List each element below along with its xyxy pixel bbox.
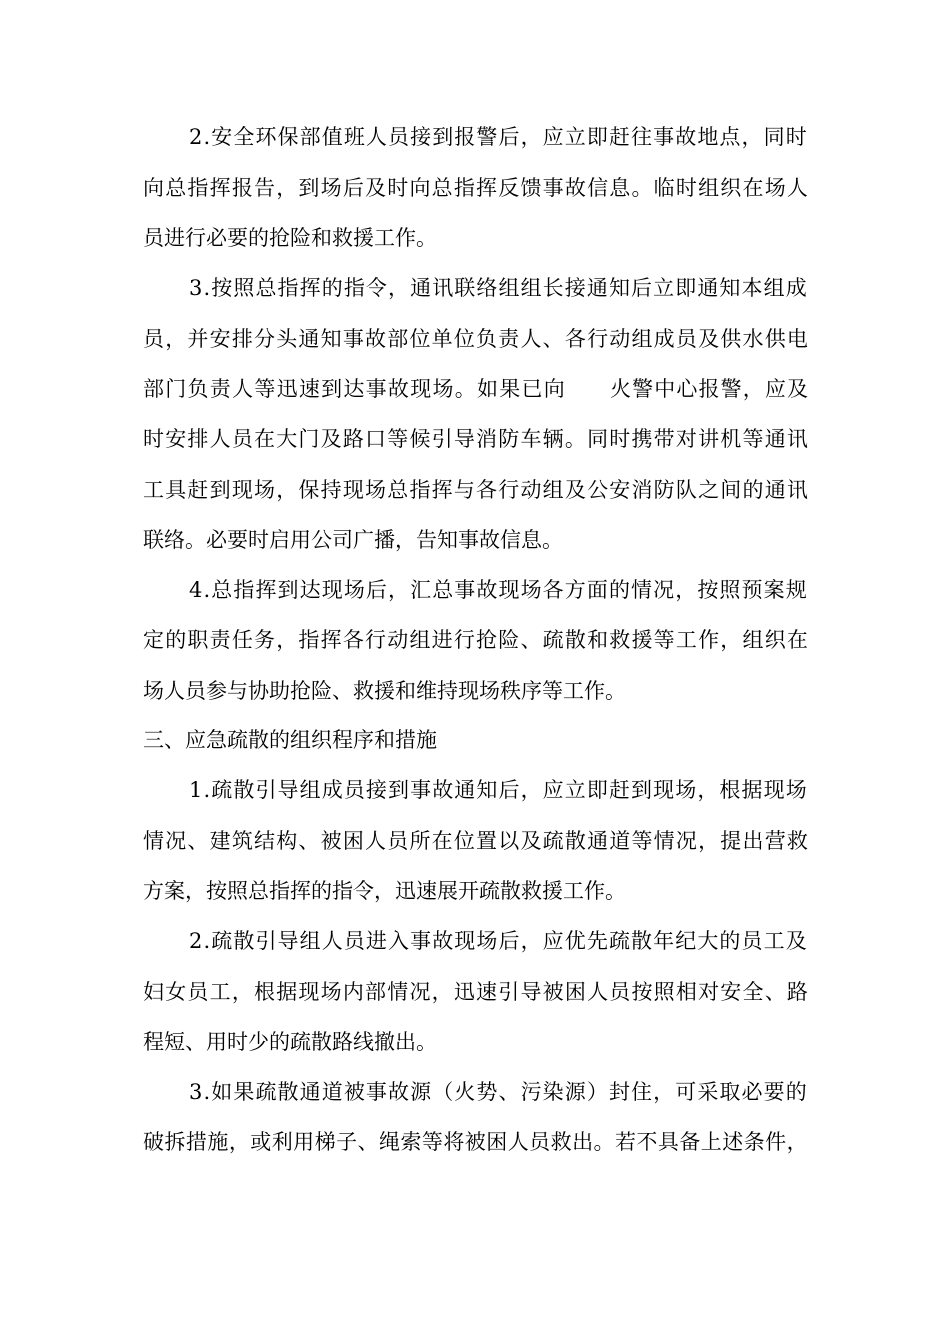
text-line	[0, 575, 950, 605]
line-text: 3 . 如 果 疏 散 通 道 被 事 故 源 （ 火 势 、 污 染 源 ） 封 住 ， 可 采 取 必 要 的	[189, 1080, 807, 1104]
line-text: 员进行必要的抢险和救援工作。	[143, 226, 437, 250]
line-text: 联络。必要时启用公司广播，告知事故信息。	[143, 528, 563, 552]
line-text: 破 拆 措 施 ， 或 利 用 梯 子 、 绳 索 等 将 被 困 人 员 救 出 。 若 不 具 备 上 述 条 件 ，	[143, 1130, 808, 1154]
text-line	[0, 122, 950, 152]
line-text: 员 ， 并 安 排 分 头 通 知 事 故 部 位 单 位 负 责 人 、 各 行 动 组 成 员 及 供 水 供 电	[143, 327, 808, 351]
text-line	[0, 525, 950, 555]
text-line	[0, 374, 950, 404]
text-line	[0, 876, 950, 906]
text-line	[0, 324, 950, 354]
text-line	[0, 676, 950, 706]
line-text: 向 总 指 挥 报 告 ， 到 场 后 及 时 向 总 指 挥 反 馈 事 故 信 息 。 临 时 组 织 在 场 人	[143, 176, 808, 200]
line-text: 方案，按照总指挥的指令，迅速展开疏散救援工作。	[143, 879, 626, 903]
line-text: 4 . 总 指 挥 到 达 现 场 后 ， 汇 总 事 故 现 场 各 方 面 的 情 况 ， 按 照 预 案 规	[189, 578, 807, 602]
line-text: 工 具 赶 到 现 场 ， 保 持 现 场 总 指 挥 与 各 行 动 组 及 公 安 消 防 队 之 间 的 通 讯	[143, 478, 808, 502]
line-text: 部 门 负 责 人 等 迅 速 到 达 事 故 现 场 。 如 果 已 向	[143, 377, 565, 401]
text-line	[0, 475, 950, 505]
line-text: 1 . 疏 散 引 导 组 成 员 接 到 事 故 通 知 后 ， 应 立 即 赶 到 现 场 ， 根 据 现 场	[189, 778, 807, 802]
text-line	[0, 826, 950, 856]
text-line	[0, 1027, 950, 1057]
line-text: 情 况 、 建 筑 结 构 、 被 困 人 员 所 在 位 置 以 及 疏 散 通 道 等 情 况 ， 提 出 营 救	[143, 829, 808, 853]
line-text: 2 . 疏 散 引 导 组 人 员 进 入 事 故 现 场 后 ， 应 优 先 疏 散 年 纪 大 的 员 工 及	[189, 929, 807, 953]
text-line	[0, 173, 950, 203]
text-line	[0, 1127, 950, 1157]
line-text: 场人员参与协助抢险、救援和维持现场秩序等工作。	[143, 679, 626, 703]
text-line	[0, 1077, 950, 1107]
section-heading-text: 三、应急疏散的组织程序和措施	[143, 728, 437, 752]
line-text: 2 . 安 全 环 保 部 值 班 人 员 接 到 报 警 后 ， 应 立 即 赶 往 事 故 地 点 ， 同 时	[189, 125, 807, 149]
text-line	[0, 625, 950, 655]
text-line	[0, 424, 950, 454]
line-text: 程短、用时少的疏散路线撤出。	[143, 1030, 437, 1054]
text-line	[0, 273, 950, 303]
text-line	[0, 977, 950, 1007]
line-text: 3 . 按 照 总 指 挥 的 指 令 ， 通 讯 联 络 组 组 长 接 通 知 后 立 即 通 知 本 组 成	[189, 276, 807, 300]
line-text: 火 警 中 心 报 警 ， 应 及	[610, 377, 808, 401]
section-heading	[0, 725, 950, 755]
line-text: 妇 女 员 工 ， 根 据 现 场 内 部 情 况 ， 迅 速 引 导 被 困 人 员 按 照 相 对 安 全 、 路	[143, 980, 808, 1004]
line-text: 时 安 排 人 员 在 大 门 及 路 口 等 候 引 导 消 防 车 辆 。 同 时 携 带 对 讲 机 等 通 讯	[143, 427, 808, 451]
text-line	[0, 223, 950, 253]
line-text: 定 的 职 责 任 务 ， 指 挥 各 行 动 组 进 行 抢 险 、 疏 散 和 救 援 等 工 作 ， 组 织 在	[143, 628, 808, 652]
text-line	[0, 926, 950, 956]
text-line	[0, 775, 950, 805]
